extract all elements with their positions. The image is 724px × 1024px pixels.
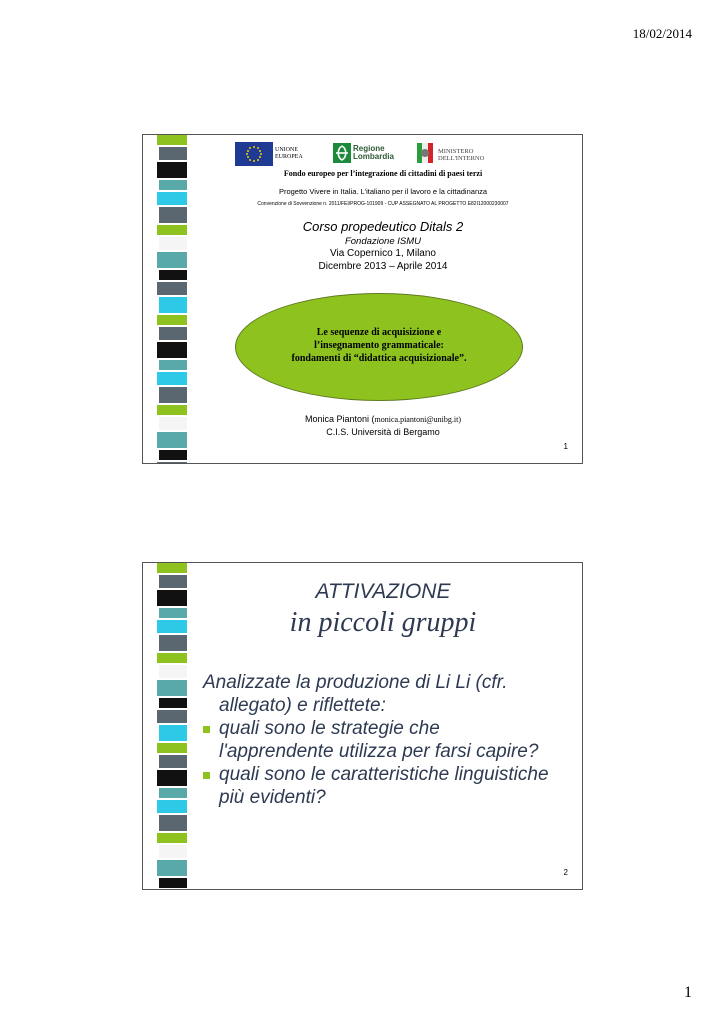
author-name: Monica Piantoni ( [304, 414, 375, 424]
bullet-2-line1: quali sono le caratteristiche linguistiche [219, 764, 549, 785]
course-dates: Dicembre 2013 – Aprile 2014 [318, 261, 448, 272]
course-title: Corso propedeutico Ditals 2 [302, 219, 464, 234]
ministero-logo-text [438, 148, 484, 162]
convention-line: Convenzione di Sovvenzione n. 2011/FEI/PROG-101909 - CUP ASSEGNATO AL PROGETTO E82I12000230007 [257, 201, 509, 207]
eu-line1: UNIONE [275, 147, 298, 153]
eu-flag-icon [235, 142, 273, 166]
lombardia-logo-text [353, 145, 394, 161]
project-title: Progetto Vivere in Italia. L'italiano per il lavoro e la cittadinanza [278, 187, 488, 196]
topic-text [236, 326, 522, 365]
ministero-line2: DELL'INTERNO [438, 155, 485, 162]
slide-number: 1 [563, 442, 568, 451]
square-bullet-icon [203, 726, 210, 733]
fund-heading: Fondo europeo per l’integrazione di cittadini di paesi terzi [283, 169, 483, 178]
address: Via Copernico 1, Milano [330, 248, 436, 259]
topic-line2: l’insegnamento grammaticale: [314, 340, 444, 351]
intro-line1: Analizzate la produzione di Li Li (cfr. [203, 672, 508, 693]
page-date: 18/02/2014 [632, 26, 692, 41]
author-email: monica.piantoni@unibg.it) [374, 415, 461, 424]
ministero-line1: MINISTERO [438, 148, 474, 155]
bullet-1-line2: l'apprendente utilizza per farsi capire? [219, 741, 539, 762]
lombardia-icon [333, 143, 351, 163]
bullet-1-line1: quali sono le strategie che [219, 718, 440, 739]
slide-subtitle: in piccoli gruppi [289, 607, 477, 638]
bullet-item [203, 717, 575, 763]
university: C.I.S. Università di Bergamo [326, 427, 440, 437]
lombardia-line1: Regione [353, 144, 385, 153]
bullet-2-line2: più evidenti? [219, 787, 326, 808]
eu-line2: EUROPEA [275, 154, 303, 160]
lombardia-line2: Lombardia [353, 152, 394, 161]
decorative-strip [157, 135, 189, 463]
decorative-strip [157, 563, 189, 889]
topic-ellipse [235, 293, 523, 401]
topic-line3: fondamenti di “didattica acquisizionale”. [291, 353, 467, 364]
ministero-emblem-icon [417, 141, 433, 165]
slide-1 [142, 134, 583, 464]
slide-body [203, 671, 575, 809]
intro-line2: allegato) e riflettete: [219, 695, 386, 716]
slide-title: ATTIVAZIONE [315, 580, 451, 603]
topic-line1: Le sequenze di acquisizione e [316, 327, 442, 338]
bullet-item [203, 763, 575, 809]
foundation-name: Fondazione ISMU [344, 236, 422, 247]
slide-2 [142, 562, 583, 890]
logo-bar [233, 139, 563, 167]
author-line [203, 414, 563, 424]
intro-text [203, 671, 575, 717]
page-number: 1 [684, 984, 692, 1001]
eu-logo-text [275, 147, 303, 161]
square-bullet-icon [203, 772, 210, 779]
slide-number: 2 [563, 868, 568, 877]
